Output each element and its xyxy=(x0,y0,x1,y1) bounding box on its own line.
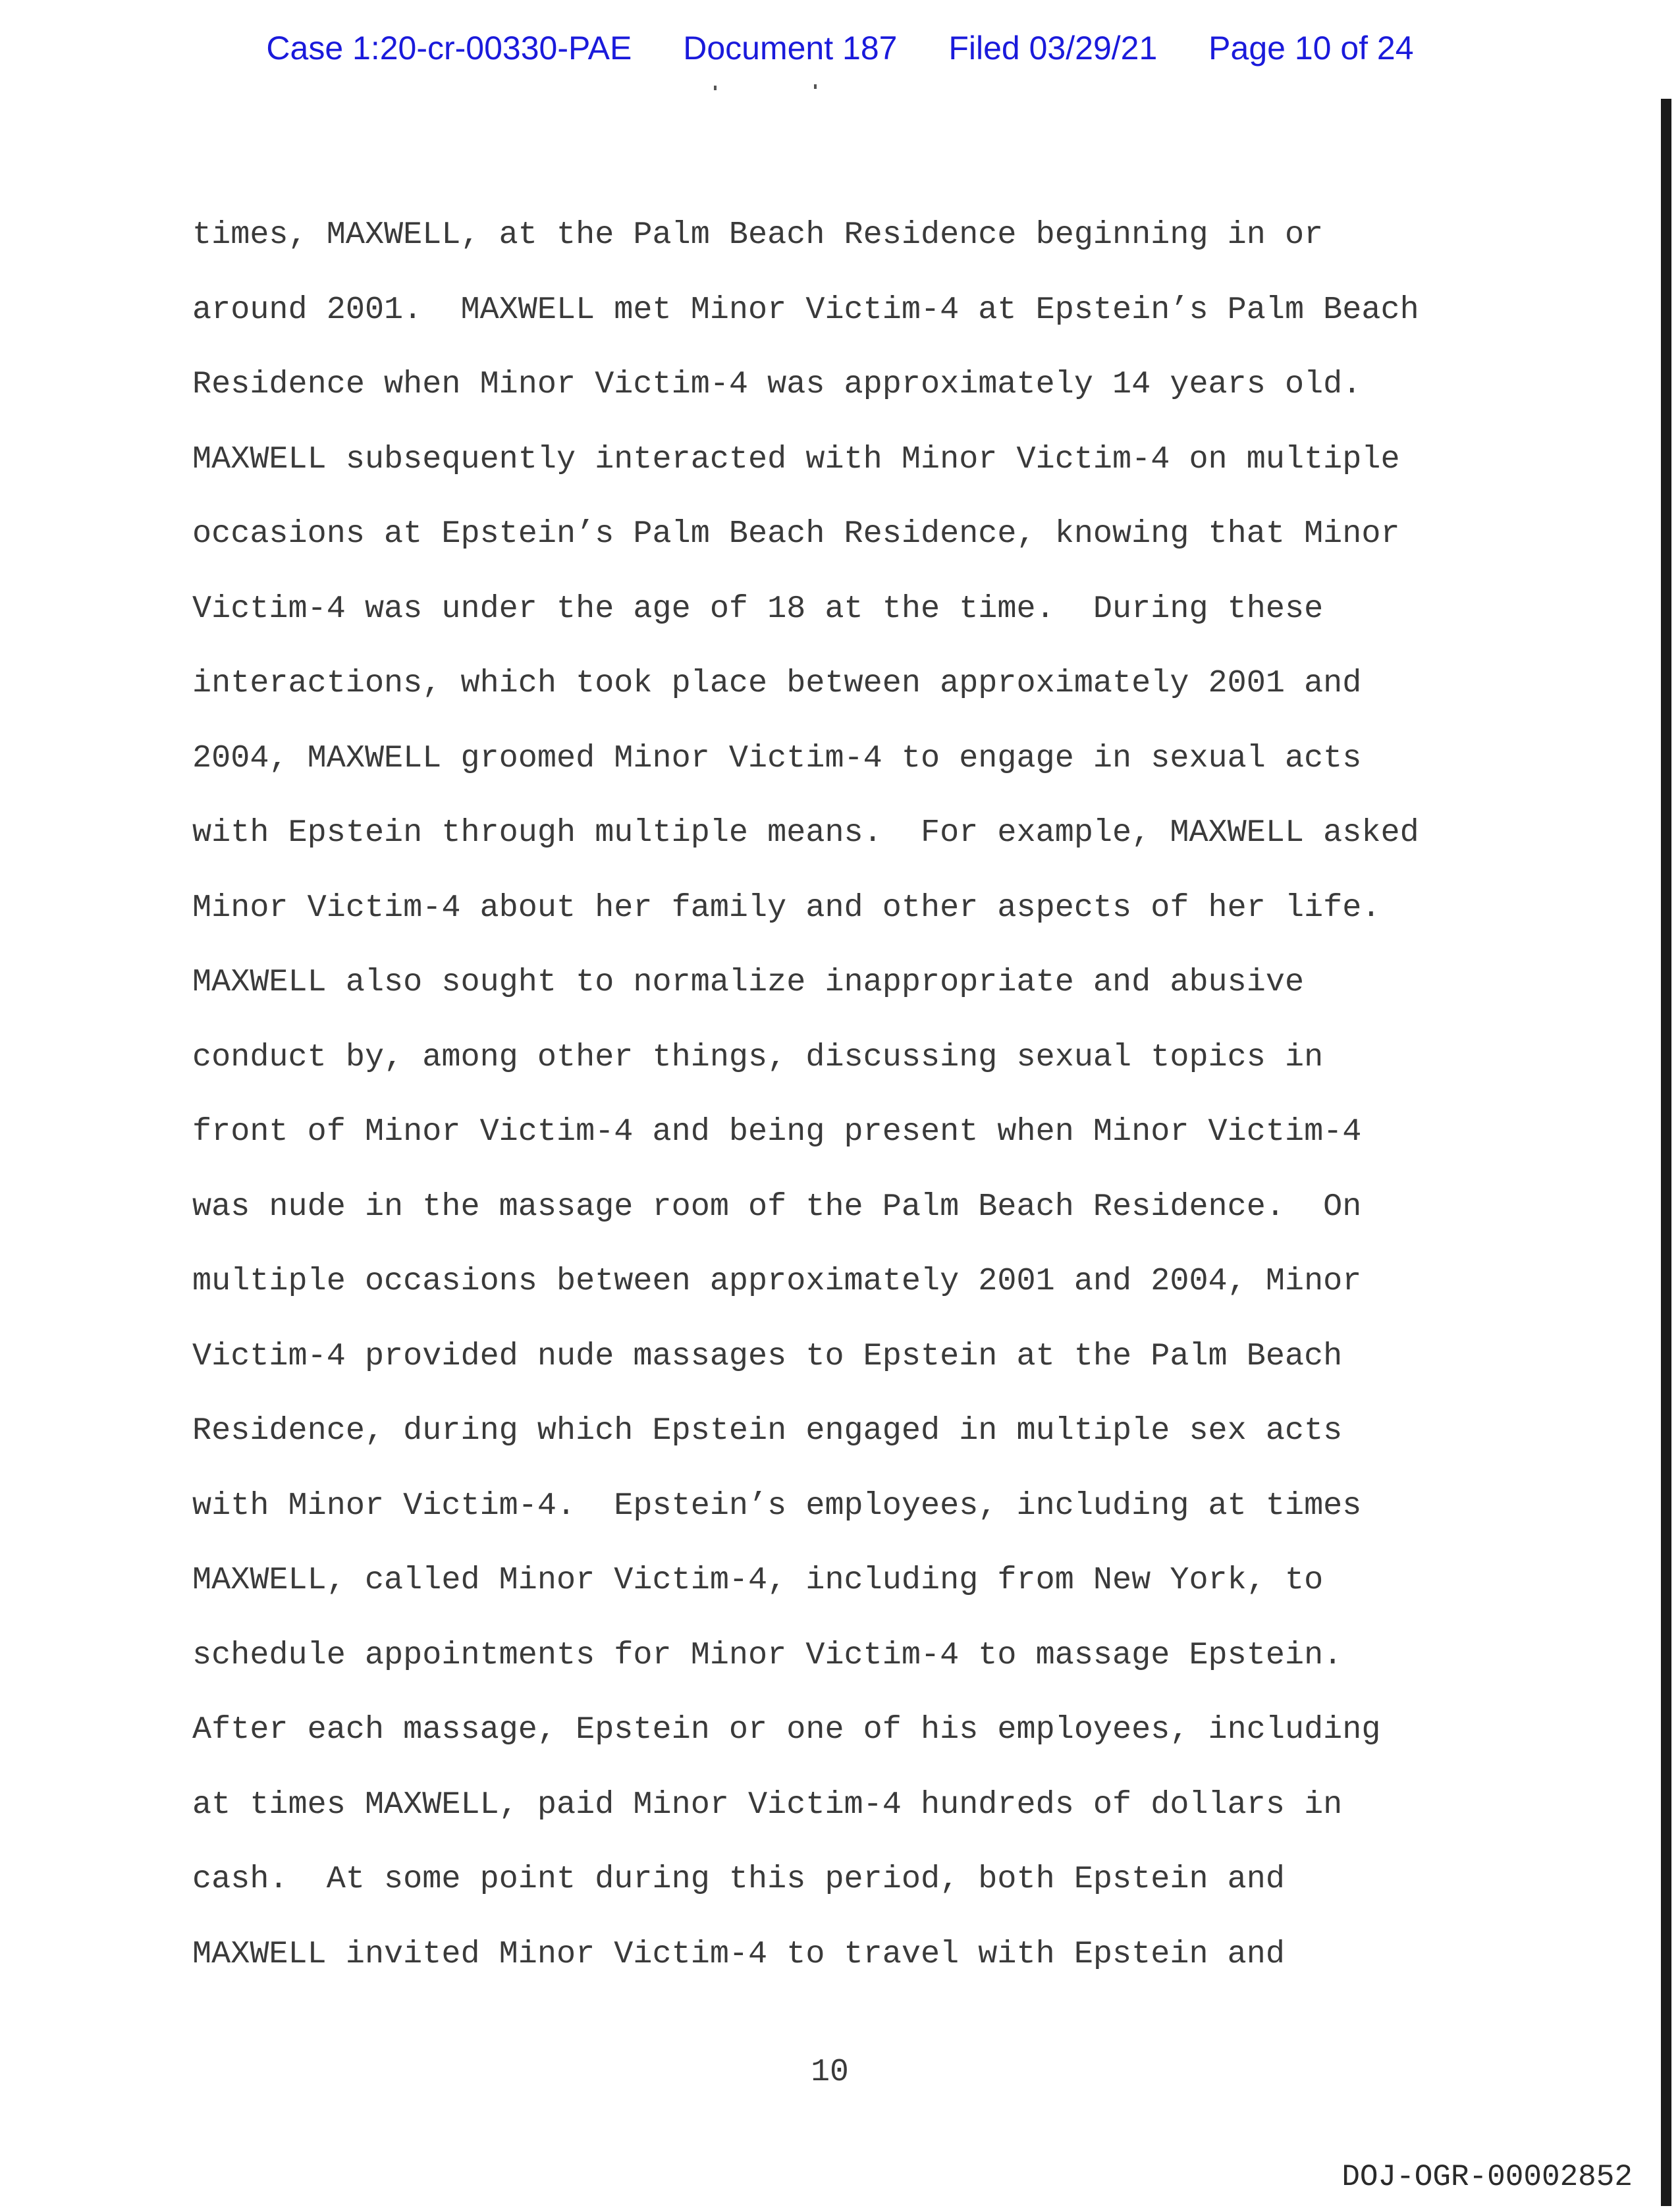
text-line: at times MAXWELL, paid Minor Victim-4 hundreds of dollars in xyxy=(192,1786,1343,1823)
text-line: occasions at Epstein’s Palm Beach Residence, knowing that Minor xyxy=(192,516,1400,552)
text-line: Minor Victim-4 about her family and other aspects of her life. xyxy=(192,889,1381,926)
text-line: around 2001. MAXWELL met Minor Victim-4 at Epstein’s Palm Beach xyxy=(192,291,1419,328)
text-line: MAXWELL invited Minor Victim-4 to travel with Epstein and xyxy=(192,1935,1285,1972)
text-line: MAXWELL subsequently interacted with Minor Victim-4 on multiple xyxy=(192,441,1400,477)
text-line: Residence, during which Epstein engaged in multiple sex acts xyxy=(192,1413,1343,1449)
page-indicator: Page 10 of 24 xyxy=(1208,30,1414,67)
text-line: After each massage, Epstein or one of his employees, including xyxy=(192,1711,1381,1748)
court-filing-header xyxy=(0,29,1680,67)
scan-speck xyxy=(714,86,717,90)
bates-number: DOJ-OGR-00002852 xyxy=(1341,2160,1633,2194)
body-text xyxy=(192,198,1509,1991)
text-line: with Epstein through multiple means. For example, MAXWELL asked xyxy=(192,815,1419,851)
text-line: schedule appointments for Minor Victim-4 to massage Epstein. xyxy=(192,1636,1343,1673)
text-line: Victim-4 was under the age of 18 at the time. During these xyxy=(192,590,1324,627)
text-line: cash. At some point during this period, both Epstein and xyxy=(192,1861,1285,1897)
case-number: Case 1:20-cr-00330-PAE xyxy=(266,30,632,67)
filed-date: Filed 03/29/21 xyxy=(948,30,1158,67)
document-number: Document 187 xyxy=(683,30,898,67)
text-line: front of Minor Victim-4 and being present when Minor Victim-4 xyxy=(192,1114,1362,1150)
text-line: Victim-4 provided nude massages to Epstein at the Palm Beach xyxy=(192,1337,1343,1374)
text-line: interactions, which took place between approximately 2001 and xyxy=(192,665,1362,701)
text-line: was nude in the massage room of the Palm Beach Residence. On xyxy=(192,1188,1362,1225)
page-number: 10 xyxy=(811,2055,849,2090)
text-line: MAXWELL also sought to normalize inappropriate and abusive xyxy=(192,964,1305,1000)
text-line: Residence when Minor Victim-4 was approximately 14 years old. xyxy=(192,366,1362,402)
scan-speck xyxy=(814,84,817,89)
text-line: 2004, MAXWELL groomed Minor Victim-4 to engage in sexual acts xyxy=(192,740,1362,776)
text-line: multiple occasions between approximately 2001 and 2004, Minor xyxy=(192,1263,1362,1299)
scan-edge-border xyxy=(1661,99,1671,2206)
text-line: times, MAXWELL, at the Palm Beach Residence beginning in or xyxy=(192,217,1324,253)
text-line: MAXWELL, called Minor Victim-4, including from New York, to xyxy=(192,1562,1324,1598)
text-line: with Minor Victim-4. Epstein’s employees, including at times xyxy=(192,1487,1362,1524)
text-line: conduct by, among other things, discussing sexual topics in xyxy=(192,1038,1324,1075)
